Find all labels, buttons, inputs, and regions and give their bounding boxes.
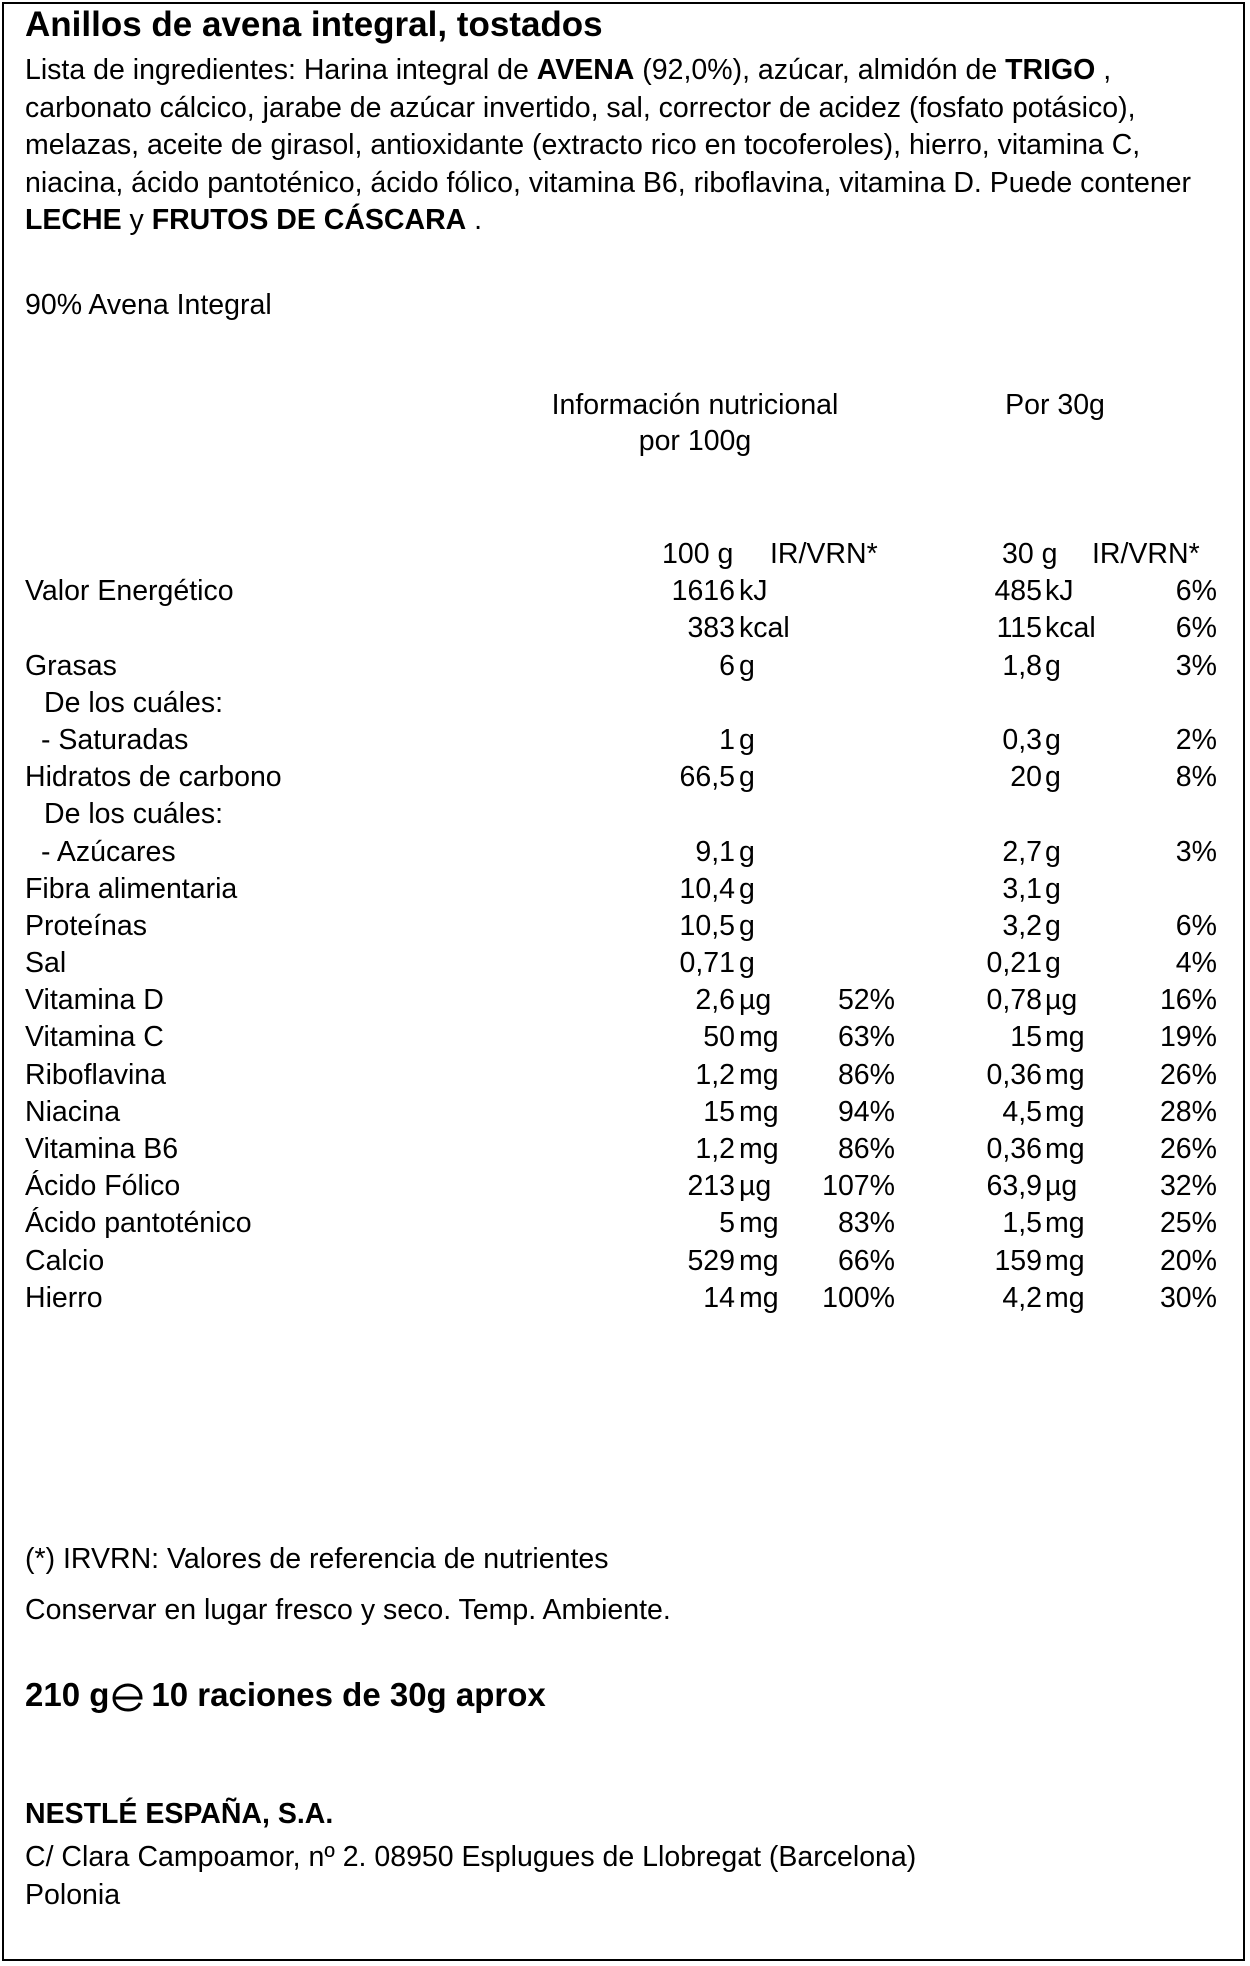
nutrient-name: Hidratos de carbono <box>25 761 282 794</box>
unit-per-30g: µg <box>1045 984 1078 1017</box>
unit-per-100g: µg <box>739 1170 772 1203</box>
nutrition-row <box>0 1205 1250 1242</box>
value-per-30g: 2,7 <box>1002 835 1042 868</box>
ir-per-100g: 94% <box>837 1095 895 1128</box>
value-per-100g: 1 <box>719 723 735 756</box>
nutrition-row <box>0 908 1250 945</box>
unit-per-30g: mg <box>1045 1244 1085 1277</box>
nutrition-row <box>0 796 1250 833</box>
value-per-100g: 15 <box>703 1095 735 1128</box>
value-per-30g: 115 <box>996 612 1042 645</box>
unit-per-100g: mg <box>739 1095 779 1128</box>
ir-per-100g: 86% <box>837 1058 895 1091</box>
ingredients-text: Lista de ingredientes: Harina integral de <box>25 54 537 86</box>
nutrient-name: Vitamina D <box>25 984 164 1017</box>
nutrient-name: Niacina <box>25 1095 121 1128</box>
value-per-30g: 4,2 <box>1002 1281 1042 1314</box>
unit-per-100g: mg <box>739 1244 779 1277</box>
value-per-30g: 63,9 <box>986 1170 1042 1203</box>
nutrition-header-per-30g: Por 30g <box>1005 389 1105 421</box>
nutrition-row <box>0 982 1250 1019</box>
value-per-100g: 66,5 <box>679 761 735 794</box>
ir-per-30g: 8% <box>1175 761 1217 794</box>
value-per-100g: 9,1 <box>695 835 735 868</box>
nutrition-row <box>0 1168 1250 1205</box>
unit-per-30g: g <box>1045 649 1061 682</box>
column-header-30g: 30 g <box>1002 538 1058 570</box>
ingredients-text: (92,0%), azúcar, almidón de <box>634 54 1006 86</box>
nutrition-row <box>0 573 1250 610</box>
unit-per-100g: g <box>739 723 755 756</box>
ir-per-30g: 20% <box>1159 1244 1217 1277</box>
value-per-30g: 0,36 <box>986 1058 1042 1091</box>
product-title: Anillos de avena integral, tostados <box>25 5 603 44</box>
ingredients-text: y <box>121 204 152 236</box>
unit-per-100g: g <box>739 947 755 980</box>
ingredients-text: , carbonato cálcico, jarabe de azúcar invertido, sal, corrector de acidez (fosfato potásico), melazas, aceite de girasol, antioxidante (extracto rico en tocoferoles), hierro, vitamina C, niacina, ácido pantoténico, ácido fólico, vitamina B6, riboflavina, vitamina D. Puede contener <box>25 54 1192 199</box>
whole-grain-claim: 90% Avena Integral <box>25 289 272 321</box>
unit-per-100g: g <box>739 872 755 905</box>
net-weight: 210 g <box>25 1676 110 1713</box>
unit-per-100g: g <box>739 835 755 868</box>
ir-per-100g: 107% <box>822 1170 895 1203</box>
value-per-100g: 2,6 <box>695 984 735 1017</box>
nutrition-row <box>0 610 1250 647</box>
ir-per-30g: 6% <box>1175 909 1217 942</box>
ingredients-list <box>25 52 1215 240</box>
value-per-30g: 1,8 <box>1002 649 1042 682</box>
unit-per-100g: kcal <box>739 612 790 645</box>
unit-per-100g: mg <box>739 1021 779 1054</box>
nutrition-row <box>0 945 1250 982</box>
net-weight-line <box>25 1671 546 1725</box>
unit-per-30g: mg <box>1045 1021 1085 1054</box>
nutrient-name: Hierro <box>25 1281 103 1314</box>
value-per-30g: 15 <box>1010 1021 1042 1054</box>
value-per-100g: 1,2 <box>695 1133 735 1165</box>
storage-instructions: Conservar en lugar fresco y seco. Temp. Ambiente. <box>25 1594 671 1626</box>
ir-per-100g: 100% <box>822 1281 895 1314</box>
nutrition-header-line2: por 100g <box>638 425 752 457</box>
value-per-30g: 485 <box>994 575 1042 608</box>
nutrient-name: - Saturadas <box>41 723 189 756</box>
value-per-30g: 0,36 <box>986 1133 1042 1165</box>
unit-per-30g: mg <box>1045 1281 1085 1314</box>
column-header-100g: 100 g <box>662 538 734 570</box>
nutrition-row <box>0 1280 1250 1317</box>
nutrition-header-line1: Información nutricional <box>551 389 839 421</box>
unit-per-100g: g <box>739 761 755 794</box>
unit-per-100g: g <box>739 909 755 942</box>
unit-per-30g: mg <box>1045 1207 1085 1240</box>
nutrient-name: Ácido pantoténico <box>25 1207 252 1240</box>
value-per-100g: 14 <box>703 1281 735 1314</box>
company-address: C/ Clara Campoamor, nº 2. 08950 Esplugues de Llobregat (Barcelona) <box>25 1841 917 1873</box>
value-per-100g: 1,2 <box>695 1058 735 1091</box>
ir-per-30g: 4% <box>1175 947 1217 980</box>
value-per-100g: 213 <box>687 1170 735 1203</box>
value-per-100g: 383 <box>687 612 735 645</box>
unit-per-30g: kJ <box>1045 575 1074 608</box>
value-per-30g: 3,2 <box>1002 909 1042 942</box>
ir-per-30g: 19% <box>1159 1021 1217 1054</box>
unit-per-30g: g <box>1045 909 1061 942</box>
nutrition-row <box>0 1019 1250 1056</box>
ir-per-30g: 26% <box>1159 1058 1217 1091</box>
unit-per-100g: µg <box>739 984 772 1017</box>
ir-per-30g: 30% <box>1159 1281 1217 1314</box>
unit-per-100g: kJ <box>739 575 768 608</box>
nutrient-name: Vitamina B6 <box>25 1133 179 1165</box>
unit-per-30g: g <box>1045 723 1061 756</box>
nutrition-column-headers <box>0 536 1250 573</box>
nutrient-name: - Azúcares <box>41 835 176 868</box>
ir-per-30g: 32% <box>1159 1170 1217 1203</box>
unit-per-100g: mg <box>739 1058 779 1091</box>
value-per-30g: 4,5 <box>1002 1095 1042 1128</box>
value-per-30g: 1,5 <box>1002 1207 1042 1240</box>
unit-per-100g: mg <box>739 1133 779 1165</box>
value-per-100g: 0,71 <box>679 947 735 980</box>
nutrition-row <box>0 648 1250 685</box>
ir-per-30g: 2% <box>1175 723 1217 756</box>
nutrition-row <box>0 871 1250 908</box>
value-per-30g: 159 <box>994 1244 1042 1277</box>
allergen-highlight: AVENA <box>536 54 635 86</box>
nutrition-row <box>0 1094 1250 1131</box>
nutrient-name: Ácido Fólico <box>25 1170 181 1203</box>
nutrient-name: Valor Energético <box>25 575 234 608</box>
ir-per-100g: 66% <box>837 1244 895 1277</box>
ir-per-100g: 63% <box>837 1021 895 1054</box>
column-header-ir-30g: IR/VRN* <box>1092 538 1200 570</box>
ir-per-30g: 25% <box>1159 1207 1217 1240</box>
ir-per-30g: 3% <box>1175 835 1217 868</box>
nutrient-name: De los cuáles: <box>44 686 224 719</box>
value-per-100g: 50 <box>703 1021 735 1054</box>
allergen-highlight: LECHE <box>25 204 122 236</box>
value-per-30g: 0,78 <box>986 984 1042 1017</box>
nutrient-name: Grasas <box>25 649 117 682</box>
nutrient-name: Riboflavina <box>25 1058 166 1091</box>
value-per-30g: 3,1 <box>1002 872 1042 905</box>
ir-per-100g: 52% <box>837 984 895 1017</box>
nutrition-row <box>0 1057 1250 1094</box>
unit-per-30g: mg <box>1045 1058 1085 1091</box>
country-of-origin: Polonia <box>25 1879 121 1911</box>
ir-per-30g: 6% <box>1175 612 1217 645</box>
reference-footnote: (*) IRVRN: Valores de referencia de nutrientes <box>25 1543 609 1575</box>
unit-per-30g: g <box>1045 761 1061 794</box>
nutrition-row <box>0 759 1250 796</box>
unit-per-30g: g <box>1045 947 1061 980</box>
nutrition-header-per-100g <box>520 387 870 459</box>
value-per-30g: 0,21 <box>986 947 1042 980</box>
nutrition-row <box>0 685 1250 722</box>
ir-per-100g: 86% <box>837 1133 895 1165</box>
nutrient-name: Proteínas <box>25 909 147 942</box>
nutrient-name: Calcio <box>25 1244 105 1277</box>
nutrient-name: Sal <box>25 947 67 980</box>
nutrient-name: Vitamina C <box>25 1021 164 1054</box>
value-per-100g: 10,5 <box>679 909 735 942</box>
column-header-ir-100g: IR/VRN* <box>770 538 878 570</box>
unit-per-30g: mg <box>1045 1133 1085 1165</box>
ir-per-30g: 3% <box>1175 649 1217 682</box>
nutrition-row <box>0 1243 1250 1280</box>
value-per-100g: 1616 <box>671 575 735 608</box>
ir-per-100g: 83% <box>837 1207 895 1240</box>
nutrition-table <box>0 536 1250 1317</box>
nutrition-row <box>0 722 1250 759</box>
unit-per-30g: mg <box>1045 1095 1085 1128</box>
unit-per-100g: mg <box>739 1207 779 1240</box>
unit-per-30g: g <box>1045 835 1061 868</box>
e-mark-icon <box>111 1677 145 1725</box>
unit-per-30g: kcal <box>1045 612 1096 645</box>
ir-per-30g: 26% <box>1159 1133 1217 1165</box>
ir-per-30g: 6% <box>1175 575 1217 608</box>
ingredients-text: . <box>466 204 483 236</box>
company-name: NESTLÉ ESPAÑA, S.A. <box>25 1798 334 1830</box>
allergen-highlight: TRIGO <box>1005 54 1096 86</box>
value-per-30g: 0,3 <box>1002 723 1042 756</box>
value-per-100g: 10,4 <box>679 872 735 905</box>
allergen-highlight: FRUTOS DE CÁSCARA <box>151 204 467 236</box>
ir-per-30g: 28% <box>1159 1095 1217 1128</box>
nutrition-row <box>0 834 1250 871</box>
value-per-30g: 20 <box>1010 761 1042 794</box>
value-per-100g: 6 <box>719 649 735 682</box>
unit-per-30g: g <box>1045 872 1061 905</box>
nutrient-name: De los cuáles: <box>44 798 224 831</box>
servings-info: 10 raciones de 30g aprox <box>151 1676 546 1713</box>
unit-per-100g: g <box>739 649 755 682</box>
ir-per-30g: 16% <box>1159 984 1217 1017</box>
value-per-100g: 5 <box>719 1207 735 1240</box>
nutrition-row <box>0 1131 1250 1168</box>
unit-per-30g: µg <box>1045 1170 1078 1203</box>
unit-per-100g: mg <box>739 1281 779 1314</box>
value-per-100g: 529 <box>687 1244 735 1277</box>
nutrient-name: Fibra alimentaria <box>25 872 238 905</box>
